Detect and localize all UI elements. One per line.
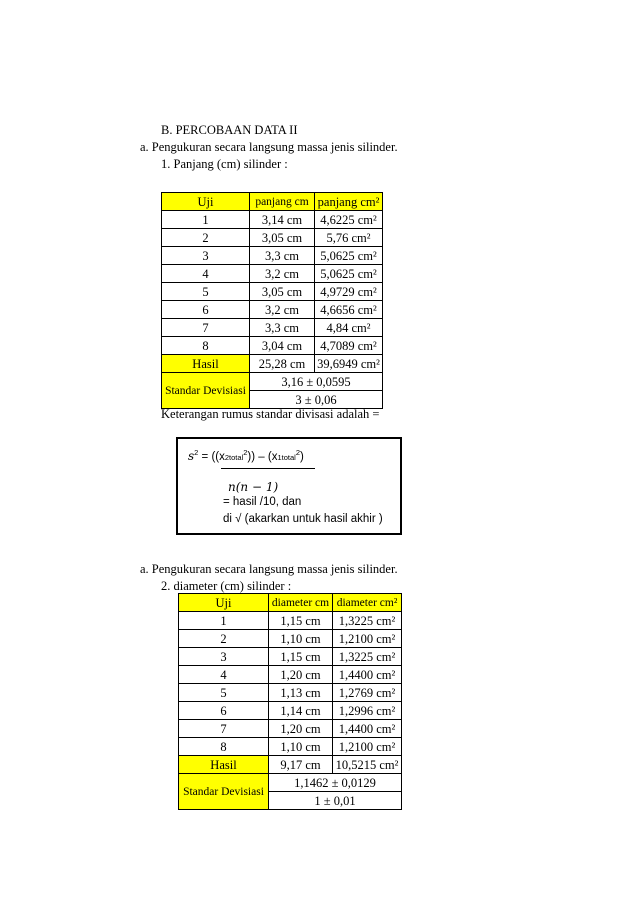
header-cell: diameter cm: [269, 594, 333, 612]
cell: 1,3225 cm²: [333, 648, 402, 666]
cell: 1,2996 cm²: [333, 702, 402, 720]
header-cell: diameter cm²: [333, 594, 402, 612]
cell: 3,04 cm: [250, 337, 315, 355]
cell: 1,10 cm: [269, 630, 333, 648]
formula-part: ): [299, 450, 304, 463]
table-row: [162, 283, 383, 301]
cell: 4: [179, 666, 269, 684]
list-item-2: 2. diameter (cm) silinder :: [161, 579, 292, 593]
cell: 5: [179, 684, 269, 702]
cell: 3: [179, 648, 269, 666]
formula-exp: 2: [194, 448, 199, 457]
formula-sub: 2total: [224, 452, 244, 462]
sd-value: 3 ± 0,06: [250, 391, 383, 409]
cell: 3,14 cm: [250, 211, 315, 229]
hasil-value: 10,5215 cm²: [333, 756, 402, 774]
cell: 1,4400 cm²: [333, 666, 402, 684]
sd-value: 1 ± 0,01: [269, 792, 402, 810]
cell: 4,6656 cm²: [315, 301, 383, 319]
cell: 4,84 cm²: [315, 319, 383, 337]
cell: 5,0625 cm²: [315, 247, 383, 265]
table-row: [162, 247, 383, 265]
panjang-table: [161, 192, 383, 409]
cell: 5,0625 cm²: [315, 265, 383, 283]
list-item-a: a. Pengukuran secara langsung massa jenis silinder.: [140, 562, 398, 576]
cell: 1,2769 cm²: [333, 684, 402, 702]
table-row: [162, 211, 383, 229]
cell: 1,3225 cm²: [333, 612, 402, 630]
table-row: [162, 229, 383, 247]
table-header-row: [162, 193, 383, 211]
sd-label: Standar Devisiasi: [162, 373, 250, 409]
formula-box: [176, 437, 402, 535]
cell: 8: [179, 738, 269, 756]
header-cell: Uji: [162, 193, 250, 211]
table-row: [179, 612, 402, 630]
cell: 1,2100 cm²: [333, 630, 402, 648]
table-row: [179, 684, 402, 702]
cell: 3,2 cm: [250, 301, 315, 319]
table-row: [162, 337, 383, 355]
cell: 1,2100 cm²: [333, 738, 402, 756]
cell: 3,05 cm: [250, 283, 315, 301]
cell: 8: [162, 337, 250, 355]
keterangan-text: Keterangan rumus standar divisasi adalah =: [161, 407, 380, 421]
sd-row: [179, 774, 402, 792]
hasil-row: [179, 756, 402, 774]
formula-numerator: [188, 448, 304, 463]
header-cell: panjang cm²: [315, 193, 383, 211]
hasil-value: 9,17 cm: [269, 756, 333, 774]
cell: 1,10 cm: [269, 738, 333, 756]
formula-exp: 2: [295, 448, 300, 457]
fraction-line: [221, 468, 315, 469]
formula-sub: 1total: [277, 452, 296, 462]
cell: 7: [162, 319, 250, 337]
sd-value: 3,16 ± 0,0595: [250, 373, 383, 391]
cell: 6: [179, 702, 269, 720]
hasil-value: 39,6949 cm²: [315, 355, 383, 373]
table-row: [162, 301, 383, 319]
cell: 4,6225 cm²: [315, 211, 383, 229]
cell: 7: [179, 720, 269, 738]
cell: 2: [162, 229, 250, 247]
hasil-label: Hasil: [162, 355, 250, 373]
sd-row: [162, 373, 383, 391]
cell: 1: [179, 612, 269, 630]
cell: 3,05 cm: [250, 229, 315, 247]
formula-part: ((x: [211, 450, 225, 463]
table-row: [179, 630, 402, 648]
section-heading: B. PERCOBAAN DATA II: [161, 123, 298, 137]
cell: 3: [162, 247, 250, 265]
cell: 4: [162, 265, 250, 283]
cell: 1,13 cm: [269, 684, 333, 702]
table-row: [179, 738, 402, 756]
table-row: [162, 265, 383, 283]
cell: 1,4400 cm²: [333, 720, 402, 738]
table-row: [179, 648, 402, 666]
table-row: [179, 666, 402, 684]
cell: 1,15 cm: [269, 612, 333, 630]
sd-value: 1,1462 ± 0,0129: [269, 774, 402, 792]
cell: 4,7089 cm²: [315, 337, 383, 355]
formula-exp: 2: [243, 448, 248, 457]
sd-label: Standar Devisiasi: [179, 774, 269, 810]
formula-part: )): [247, 450, 256, 463]
cell: 2: [179, 630, 269, 648]
cell: 3,2 cm: [250, 265, 315, 283]
cell: 5: [162, 283, 250, 301]
hasil-label: Hasil: [179, 756, 269, 774]
cell: 4,9729 cm²: [315, 283, 383, 301]
cell: 1,20 cm: [269, 666, 333, 684]
list-item-1: 1. Panjang (cm) silinder :: [161, 157, 288, 171]
cell: 3,3 cm: [250, 247, 315, 265]
table-header-row: [179, 594, 402, 612]
formula-equals: =: [198, 450, 212, 463]
header-cell: Uji: [179, 594, 269, 612]
cell: 3,3 cm: [250, 319, 315, 337]
diameter-table: [178, 593, 402, 810]
cell: 1,15 cm: [269, 648, 333, 666]
formula-denominator: n(n − 1): [228, 480, 279, 494]
formula-note-2: di √ (akarkan untuk hasil akhir ): [223, 513, 383, 525]
table-row: [162, 319, 383, 337]
header-cell: panjang cm: [250, 193, 315, 211]
cell: 5,76 cm²: [315, 229, 383, 247]
hasil-row: [162, 355, 383, 373]
cell: 1: [162, 211, 250, 229]
formula-lhs: s: [188, 448, 195, 463]
table-row: [179, 720, 402, 738]
formula-part: – (x: [255, 450, 278, 463]
cell: 6: [162, 301, 250, 319]
table-row: [179, 702, 402, 720]
cell: 1,20 cm: [269, 720, 333, 738]
list-item-a: a. Pengukuran secara langsung massa jenis silinder.: [140, 140, 398, 154]
hasil-value: 25,28 cm: [250, 355, 315, 373]
cell: 1,14 cm: [269, 702, 333, 720]
formula-note-1: = hasil /10, dan: [223, 496, 302, 508]
